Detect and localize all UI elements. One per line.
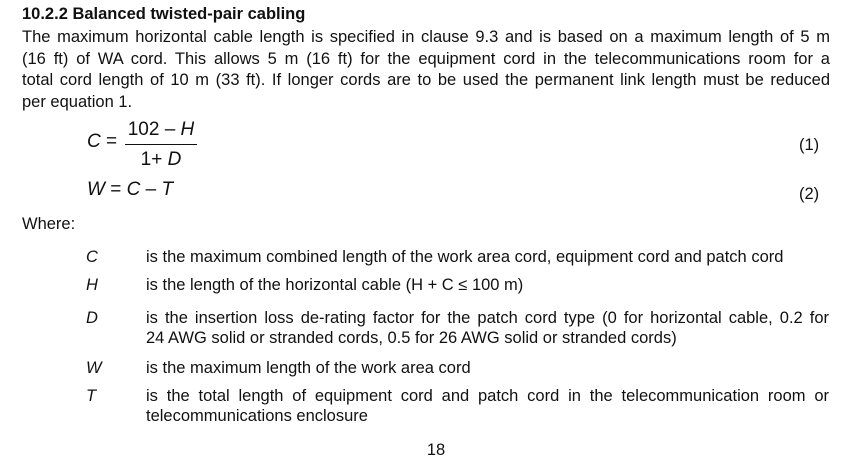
section-heading: 10.2.2 Balanced twisted-pair cabling: [22, 5, 306, 23]
definition-line: is the insertion loss de-rating factor for the patch cord type (0 for horizontal cable, 0.2 for: [146, 309, 829, 327]
eq2-var-c: C: [126, 179, 141, 200]
definition-text: [146, 386, 829, 426]
eq1-denominator-var: D: [167, 149, 182, 170]
eq1-numerator: [125, 118, 197, 142]
definition-symbol: C: [86, 248, 98, 266]
equation-1-lhs: [87, 131, 117, 153]
page-number: 18: [426, 441, 446, 459]
eq1-denominator: [125, 148, 197, 172]
fraction-bar: [125, 144, 197, 145]
paragraph-line: total cord length of 10 m (33 ft). If longer cords are to be used the permanent link length must be reduced: [22, 71, 830, 89]
definition-symbol: H: [86, 276, 98, 294]
eq1-numerator-const: 102 –: [127, 119, 181, 140]
eq2-minus: –: [140, 179, 162, 200]
equation-2-number: (2): [799, 185, 820, 203]
eq1-denominator-const: 1+: [140, 149, 168, 170]
eq2-equals: =: [104, 179, 127, 200]
definition-text: [146, 308, 829, 348]
equation-2: [87, 179, 173, 201]
eq2-var-t: T: [161, 179, 174, 200]
definition-line: is the length of the horizontal cable (H + C ≤ 100 m): [146, 276, 524, 294]
definition-line: is the maximum combined length of the work area cord, equipment cord and patch cord: [146, 248, 784, 266]
eq1-var-c: C: [87, 131, 101, 152]
paragraph-line: per equation 1.: [22, 92, 133, 111]
paragraph-line: (16 ft) of WA cord. This allows 5 m (16 ft) for the equipment cord in the telecommunications room for a: [22, 49, 830, 68]
body-paragraph: [22, 27, 830, 113]
definition-line: is the maximum length of the work area cord: [146, 359, 471, 377]
eq2-var-w: W: [87, 179, 105, 200]
eq1-equals: =: [100, 131, 118, 152]
definition-text: [146, 358, 829, 378]
definition-line: 24 AWG solid or stranded cords, 0.5 for 26 AWG solid or stranded cords): [146, 329, 677, 347]
definition-line: is the total length of equipment cord and patch cord in the telecommunication room or: [146, 387, 829, 405]
equation-1-fraction: [125, 118, 197, 172]
definition-text: [146, 247, 829, 267]
definition-symbol: D: [86, 309, 98, 327]
eq1-numerator-var: H: [180, 119, 195, 140]
definition-text: [146, 275, 829, 295]
definition-symbol: T: [86, 387, 97, 405]
where-label: Where:: [22, 215, 76, 233]
equation-1-number: (1): [799, 136, 820, 154]
definition-line: telecommunications enclosure: [146, 407, 368, 425]
definition-symbol: W: [86, 359, 102, 377]
paragraph-line: The maximum horizontal cable length is specified in clause 9.3 and is based on a maximum length of 5 m: [22, 28, 830, 46]
